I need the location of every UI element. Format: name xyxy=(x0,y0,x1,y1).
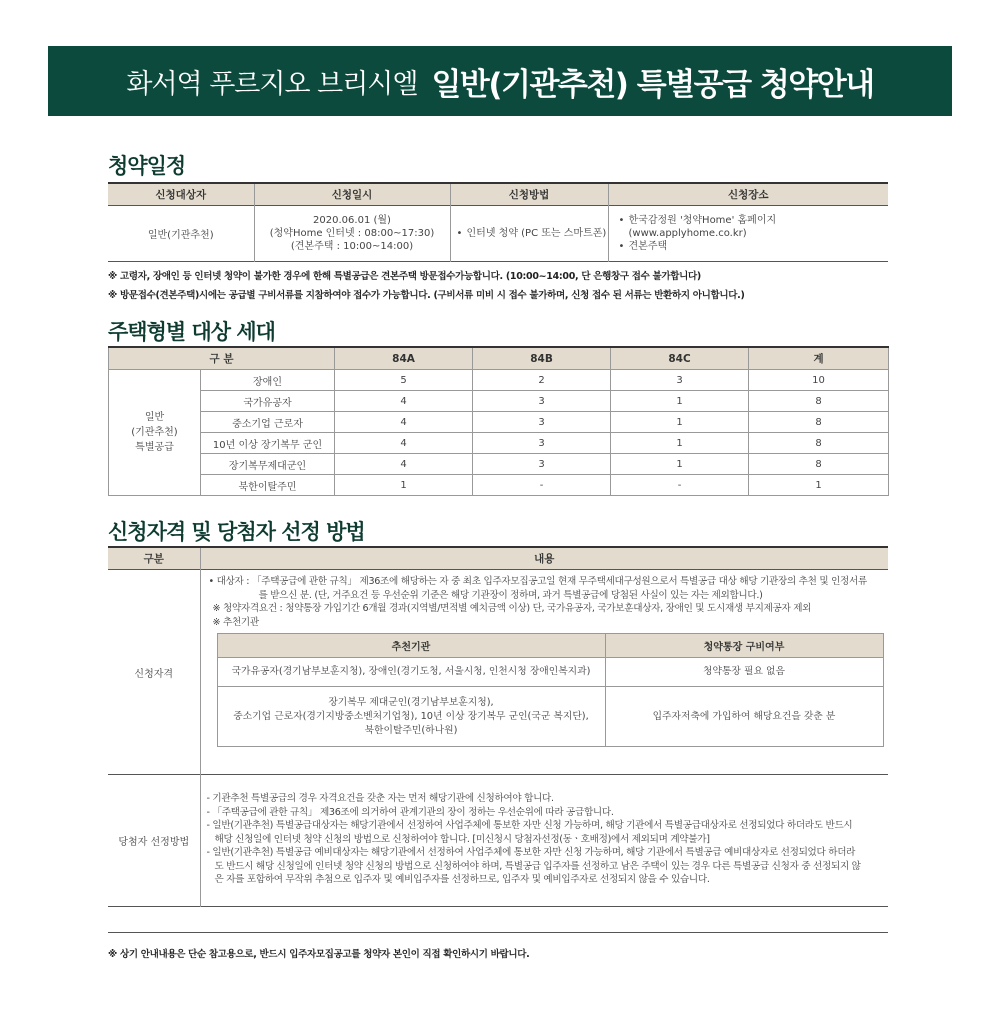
households-cell: 4 xyxy=(335,454,473,475)
households-cell: - xyxy=(611,475,749,496)
schedule-section-title: 청약일정 xyxy=(108,153,186,178)
households-cell: 10 xyxy=(749,370,889,391)
selection-line: - 일반(기관추천) 특별공급 예비대상자는 해당기관에서 선정하여 사업주체에 통보한 자만 신청 가능하며, 해당 기관에서 특별공급 예비대상자로 선정되었다 하더라 xyxy=(206,847,856,859)
qualification-section-title: 신청자격 및 당첨자 선정 방법 xyxy=(108,519,365,544)
title-banner xyxy=(48,46,952,116)
recommendation-org-line: 북한이탈주민(하나원) xyxy=(364,724,458,736)
households-cell: 2 xyxy=(473,370,611,391)
households-cell: 1 xyxy=(611,454,749,475)
households-cell: 3 xyxy=(473,433,611,454)
households-cell: 4 xyxy=(335,412,473,433)
recommendation-org-line: 중소기업 근로자(경기지방중소벤처기업청), 10년 이상 장기복무 군인(국군 복지단), xyxy=(233,710,589,722)
households-cell: 3 xyxy=(473,391,611,412)
qualification-line: ※ 청약자격요건 : 청약통장 가입기간 6개월 경과(지역별/면적별 예치금액 이상) 단, 국가유공자, 국가보훈대상자, 장애인 및 도시재생 부지제공자 제외 xyxy=(212,603,812,614)
schedule-date-line: 2020.06.01 (월) xyxy=(313,215,391,226)
selection-line: 은 자를 포함하여 무작위 추첨으로 입주자 및 예비입주자를 선정하므로, 입주자 및 예비입주자로 선정되지 않을 수 있습니다. xyxy=(214,874,710,886)
schedule-target: 일반(기관추천) xyxy=(108,206,254,262)
banner-title-prefix: 화서역 푸르지오 브리시엘 xyxy=(126,68,418,100)
schedule-place-item: • 한국감정원 '청약Home' 홈페이지 (www.applyhome.co.kr) xyxy=(619,214,889,240)
recommendation-org: 국가유공자(경기남부보훈지청), 장애인(경기도청, 서울시청, 인천시청 장애인복지과) xyxy=(217,658,605,687)
qualification-table xyxy=(108,546,888,907)
households-header: 84C xyxy=(611,347,749,370)
households-cell: 5 xyxy=(335,370,473,391)
households-cell: 3 xyxy=(473,412,611,433)
households-table xyxy=(108,346,889,496)
schedule-date-line: (청약Home 인터넷 : 08:00~17:30) xyxy=(269,228,435,239)
schedule-note: ※ 방문접수(견본주택)시에는 공급별 구비서류를 지참하여야 접수가 가능합니다. (구비서류 미비 시 접수 불가하며, 신청 접수 된 서류는 반환하지 아니합니다.) xyxy=(108,290,745,301)
qualification-header: 내용 xyxy=(200,547,888,570)
schedule-place xyxy=(608,206,888,262)
recommendation-header: 청약통장 구비여부 xyxy=(605,634,883,658)
households-row-label: 북한이탈주민 xyxy=(201,475,335,496)
selection-line: - 기관추천 특별공급의 경우 자격요건을 갖춘 자는 먼저 해당기관에 신청하여야 합니다. xyxy=(206,793,554,805)
schedule-header: 신청방법 xyxy=(450,183,608,206)
selection-line: - 「주택공급에 관한 규칙」 제36조에 의거하여 관계기관의 장이 정하는 우선순위에 따라 공급합니다. xyxy=(206,806,614,818)
households-header: 계 xyxy=(749,347,889,370)
qualification-row-label: 당첨자 선정방법 xyxy=(108,775,200,907)
selection-line: 해당 신청일에 인터넷 청약 신청의 방법으로 신청하여야 합니다. [미신청시 당첨자선정(동ㆍ호배정)에서 제외되며 계약불가] xyxy=(214,833,710,845)
households-cell: 3 xyxy=(473,454,611,475)
schedule-place-item: • 견본주택 xyxy=(619,240,889,253)
households-cell: 1 xyxy=(611,391,749,412)
households-header: 84B xyxy=(473,347,611,370)
households-cell: 3 xyxy=(611,370,749,391)
households-row-label: 국가유공자 xyxy=(201,391,335,412)
households-cell: 4 xyxy=(335,433,473,454)
households-cell: 1 xyxy=(611,433,749,454)
households-header: 84A xyxy=(335,347,473,370)
selection-line: 도 반드시 해당 신청일에 인터넷 청약 신청의 방법으로 신청하여야 하며, 특별공급 입주자를 선정하고 남은 주택이 있는 경우 다른 특별공급 신청자 중 선정되지 않 xyxy=(214,860,861,872)
footer-note: ※ 상기 안내내용은 단순 참고용으로, 반드시 입주자모집공고를 청약자 본인이 직접 확인하시기 바랍니다. xyxy=(108,949,530,960)
recommendation-need: 청약통장 필요 없음 xyxy=(605,658,883,687)
schedule-method xyxy=(450,206,608,262)
households-cell: 1 xyxy=(611,412,749,433)
households-section-title: 주택형별 대상 세대 xyxy=(108,319,275,344)
qualification-line: • 대상자 : 「주택공급에 관한 규칙」 제36조에 해당하는 자 중 최초 입주자모집공고일 현재 무주택세대구성원으로서 특별공급 대상 해당 기관장의 추천 및 인정서류 xyxy=(208,576,867,587)
selection-content xyxy=(200,775,888,907)
qualification-header: 구분 xyxy=(108,547,200,570)
households-cell: 8 xyxy=(749,412,889,433)
households-cell: 8 xyxy=(749,391,889,412)
schedule-method-item: • 인터넷 청약 (PC 또는 스마트폰) xyxy=(457,227,608,240)
schedule-header: 신청대상자 xyxy=(108,183,254,206)
group-label-line: 일반 xyxy=(144,412,165,423)
households-cell: 8 xyxy=(749,454,889,475)
group-label-line: 특별공급 xyxy=(135,442,174,453)
households-header: 구 분 xyxy=(109,347,335,370)
schedule-date xyxy=(254,206,450,262)
qualification-row-label: 신청자격 xyxy=(108,570,200,775)
schedule-date-line: (견본주택 : 10:00~14:00) xyxy=(290,241,414,252)
recommendation-header: 추천기관 xyxy=(217,634,605,658)
households-cell: 1 xyxy=(749,475,889,496)
households-cell: - xyxy=(473,475,611,496)
qualification-content xyxy=(200,570,888,775)
households-group-label xyxy=(109,370,201,496)
banner-title-main: 일반(기관추천) 특별공급 청약안내 xyxy=(431,66,874,103)
schedule-header: 신청장소 xyxy=(608,183,888,206)
schedule-note: ※ 고령자, 장애인 등 인터넷 청약이 불가한 경우에 한해 특별공급은 견본주택 방문접수가능합니다. (10:00~14:00, 단 은행창구 접수 불가합니다) xyxy=(108,271,701,282)
households-cell: 8 xyxy=(749,433,889,454)
qualification-line: ※ 추천기관 xyxy=(212,616,259,628)
schedule-header: 신청일시 xyxy=(254,183,450,206)
selection-line: - 일반(기관추천) 특별공급대상자는 해당기관에서 선정하여 사업주체에 통보한 자만 신청 가능하며, 해당 기관에서 특별공급대상자로 선정되었다 하더라도 반드시 xyxy=(206,820,853,832)
qualification-line: 를 받으신 분. (단, 거주요건 등 우선순위 기준은 해당 기관장이 정하며, 과거 특별공급에 당첨된 사실이 있는 자는 제외합니다.) xyxy=(258,589,763,601)
households-cell: 4 xyxy=(335,391,473,412)
households-row-label: 10년 이상 장기복무 군인 xyxy=(201,433,335,454)
group-label-line: (기관추천) xyxy=(131,427,178,438)
households-cell: 1 xyxy=(335,475,473,496)
recommendation-table xyxy=(217,633,884,747)
recommendation-need: 입주자저축에 가입하여 해당요건을 갖춘 분 xyxy=(605,687,883,747)
schedule-table xyxy=(108,182,888,262)
footer-divider xyxy=(108,932,888,933)
households-row-label: 장기복무제대군인 xyxy=(201,454,335,475)
recommendation-org xyxy=(217,687,605,747)
recommendation-org-line: 장기복무 제대군인(경기남부보훈지청), xyxy=(328,696,494,708)
households-row-label: 장애인 xyxy=(201,370,335,391)
households-row-label: 중소기업 근로자 xyxy=(201,412,335,433)
